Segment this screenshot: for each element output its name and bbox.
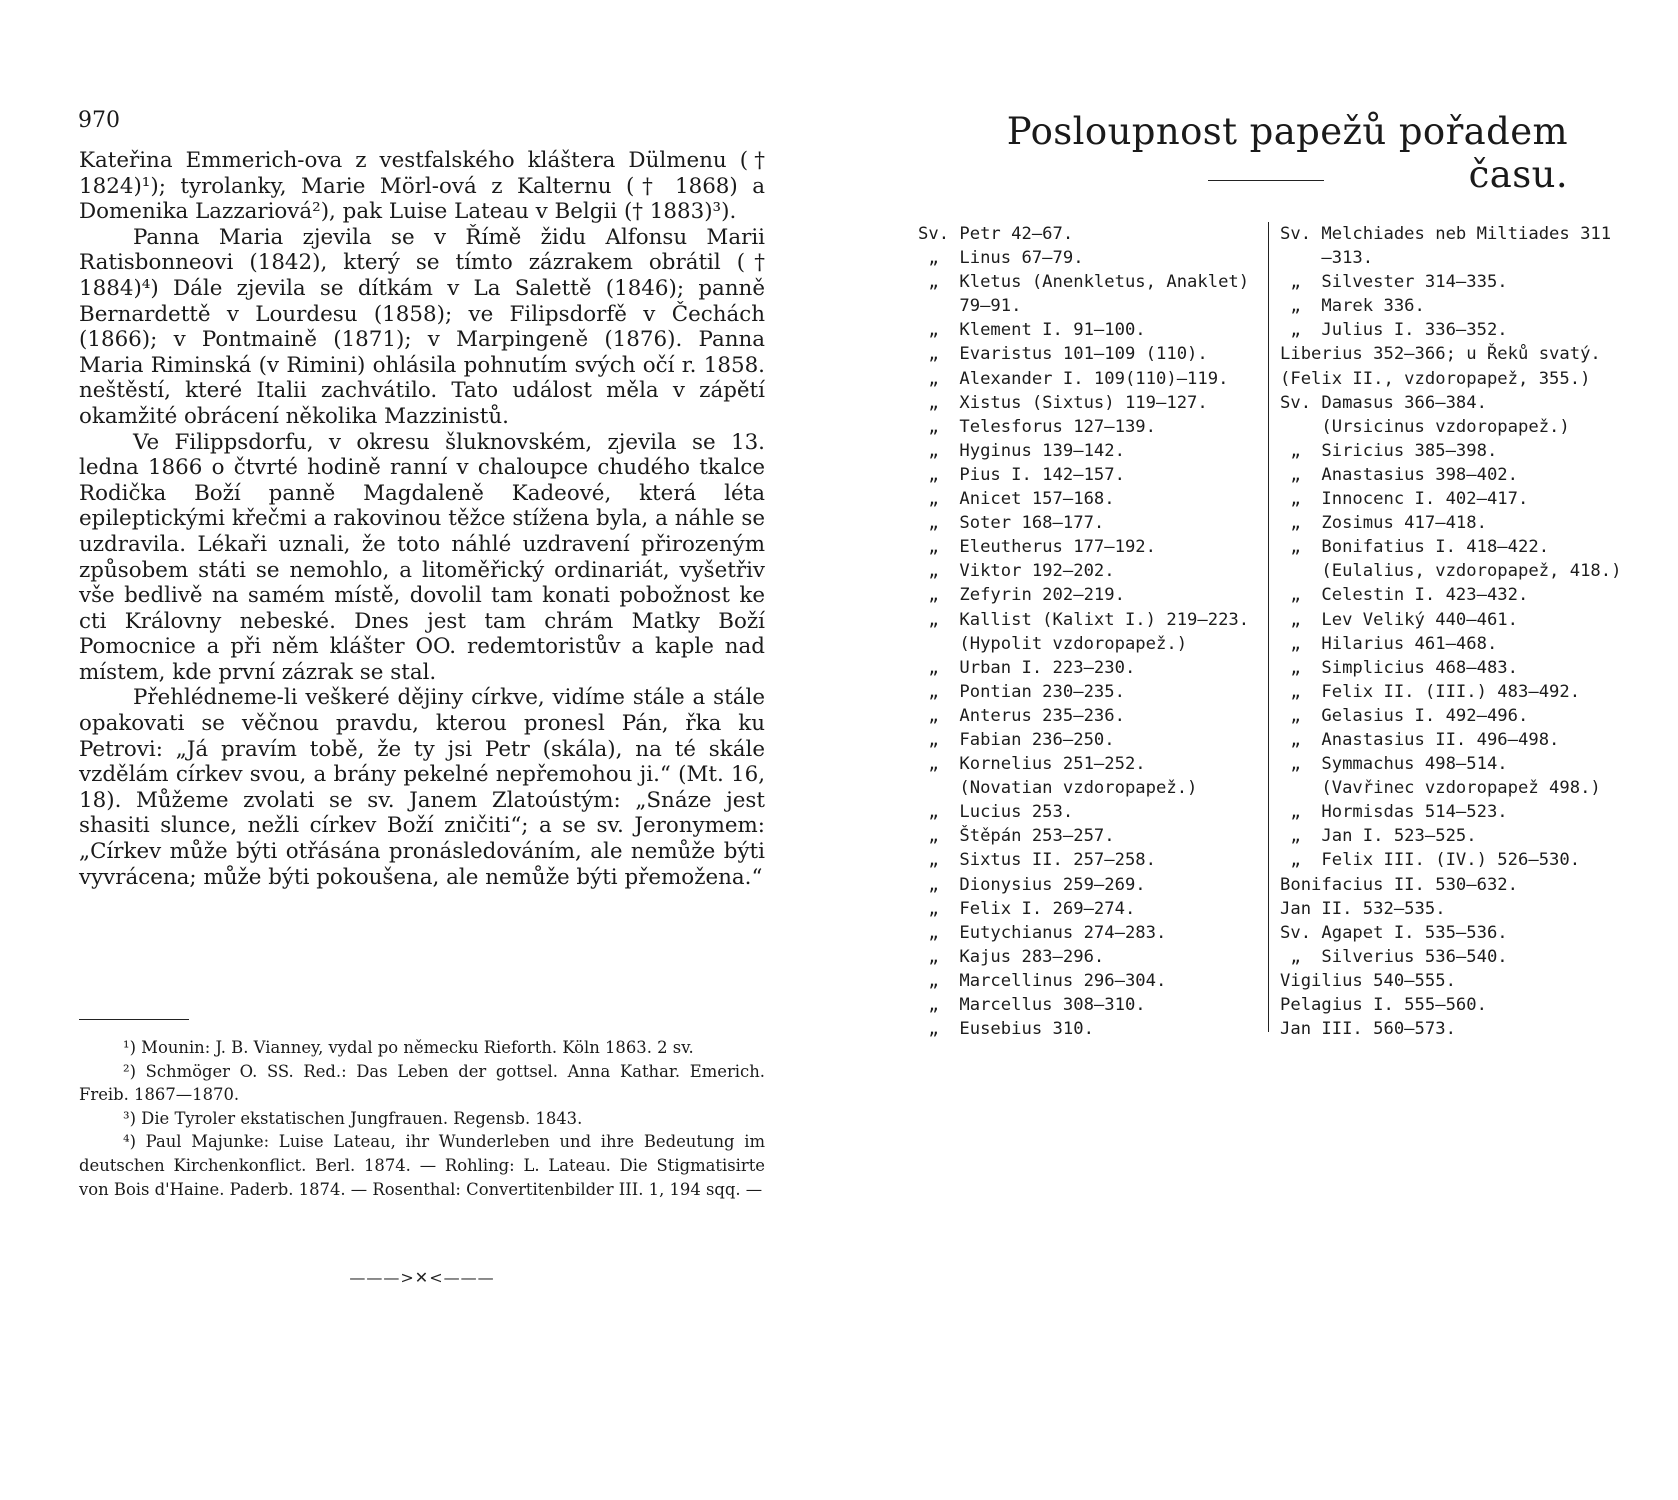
footnote-divider — [79, 1019, 189, 1020]
pope-list-item: Sv. Petr 42—67. — [918, 224, 1074, 244]
pope-list-item: „ Xistus (Sixtus) 119—127. — [918, 392, 1208, 413]
pope-list-item: „ Anterus 235—236. — [918, 705, 1125, 726]
pope-list-item: „ Lucius 253. — [918, 802, 1074, 823]
pope-list-item: „ Eleutherus 177—192. — [918, 537, 1156, 558]
main-text-column — [79, 148, 765, 890]
pope-list-item: „ Anastasius 398—402. — [1280, 464, 1518, 485]
pope-list-item: Liberius 352—366; u Řeků svatý. — [1280, 344, 1601, 365]
pope-list-item: „ Marek 336. — [1280, 296, 1425, 317]
paragraph: Kateřina Emmerich-ova z vestfalského kláštera Dülmenu († 1824)¹); tyrolanky, Marie Mörl-ová z Kalternu († 1868) a Domenika Lazzariová²), pak Luise Lateau v Belgii († 1883)³). — [79, 148, 765, 225]
pope-list-item: Pelagius I. 555—560. — [1280, 995, 1487, 1015]
pope-list-item: „ Urban I. 223—230. — [918, 657, 1136, 678]
pope-list-item: „ Felix II. (III.) 483—492. — [1280, 681, 1581, 702]
pope-list-item: „ Linus 67—79. — [918, 248, 1084, 269]
footnote: ³) Die Tyroler ekstatischen Jungfrauen. Regensb. 1843. — [123, 1108, 583, 1128]
pope-list-item: (Hypolit vzdoropapež.) — [918, 633, 1188, 654]
end-ornament: ———>✕<——— — [349, 1268, 495, 1287]
pope-list-item: „ Eusebius 310. — [918, 1019, 1094, 1040]
footnote: ⁴) Paul Majunke: Luise Lateau, ihr Wunderleben und ihre Bedeutung im deutschen Kirchenkonflict. Berl. 1874. — Rohling: L. Lateau. Die Stigmatisirte von Bois d'Haine. Paderb. 1874. — Rosenthal: Convertitenbilder III. 1, 194 sqq. — — [79, 1132, 765, 1199]
pope-list-item: (Novatian vzdoropapež.) — [918, 778, 1198, 799]
popes-list-left — [918, 222, 1258, 1041]
pope-list-item: Jan III. 560—573. — [1280, 1019, 1456, 1040]
pope-list-item: (Ursicinus vzdoropapež.) — [1280, 416, 1570, 437]
pope-list-item: „ Hyginus 139—142. — [918, 440, 1125, 461]
title-divider — [1208, 180, 1324, 181]
pope-list-item: (Vavřinec vzdoropapež 498.) — [1280, 778, 1601, 799]
pope-list-item: (Felix II., vzdoropapež, 355.) — [1280, 368, 1591, 389]
pope-list-item: Sv. Agapet I. 535—536. — [1280, 922, 1508, 943]
column-divider — [1268, 222, 1269, 1032]
pope-list-item: „ Silverius 536—540. — [1280, 946, 1508, 967]
pope-list-item: „ Kornelius 251—252. — [918, 754, 1146, 775]
paragraph: Ve Filippsdorfu, v okresu šluknovském, zjevila se 13. ledna 1866 o čtvrté hodině ranní v chaloupce chudého tkalce Rodička Boží panně Magdaleně Kadeové, která léta epileptickými křečmi a rakovinou těžce stížena byla, a náhle se uzdravila. Lékaři uznali, že toto náhlé uzdravení přirozeným způsobem státi se nemohlo, a litoměřický ordinariát, vyšetřiv vše bedlivě na samém místě, dovolil tam konati pobožnost ke cti Královny nebeské. Dnes jest tam chrám Matky Boží Pomocnice a při něm klášter OO. redemtoristův a kaple nad místem, kde první zázrak se stal. — [79, 429, 765, 685]
pope-list-item: „ Sixtus II. 257—258. — [918, 850, 1156, 871]
pope-list-item: „ Hormisdas 514—523. — [1280, 802, 1508, 823]
pope-list-item: „ Zosimus 417—418. — [1280, 513, 1487, 534]
pope-list-item: —313. — [1280, 248, 1374, 269]
pope-list-item: „ Štěpán 253—257. — [918, 826, 1115, 847]
pope-list-item: „ Hilarius 461—468. — [1280, 633, 1498, 654]
pope-list-item: „ Zefyrin 202—219. — [918, 585, 1125, 606]
pope-list-item: „ Pontian 230—235. — [918, 681, 1125, 702]
paragraph: Panna Maria zjevila se v Římě židu Alfonsu Marii Ratisbonneovi (1842), který se tímto zázrakem obrátil († 1884)⁴) Dále zjevila se dítkám v La Salettě (1846); panně Bernardettě v Lourdesu (1858); ve Filipsdorfě v Čechách (1866); v Pontmaině (1871); v Marpingeně (1876). Panna Maria Riminská (v Rimini) ohlásila pohnutím svých očí r. 1858. neštěstí, které Italii zachvátilo. Tato událost měla v zápětí okamžité obrácení několika Mazzinistů. — [79, 224, 765, 429]
pope-list-item: „ Symmachus 498—514. — [1280, 754, 1508, 775]
pope-list-item: „ Marcellinus 296—304. — [918, 970, 1167, 991]
pope-list-item: „ Gelasius I. 492—496. — [1280, 705, 1529, 726]
pope-list-item: „ Felix I. 269—274. — [918, 898, 1136, 919]
pope-list-item: „ Siricius 385—398. — [1280, 440, 1498, 461]
pope-list-item: „ Telesforus 127—139. — [918, 416, 1156, 437]
paragraph: Přehlédneme-li veškeré dějiny církve, vidíme stále a stále opakovati se věčnou pravdu, kterou pronesl Pán, řka ku Petrovi: „Já pravím tobě, že ty jsi Petr (skála), na té skále vzdělám církev svou, a brány pekelné nepřemohou ji.“ (Mt. 16, 18). Můžeme zvolati se sv. Janem Zlatoústým: „Snáze jest shasiti slunce, nežli církev Boží zničiti“; a se sv. Jeronymem: „Církev může býti otřásána pronásledováním, ale nemůže býti vyvrácena; může býti pokoušena, ale nemůže býti přemožena.“ — [79, 685, 765, 890]
pope-list-item: 79—91. — [918, 296, 1022, 317]
footnote: ¹) Mounin: J. B. Vianney, vydal po německu Rieforth. Köln 1863. 2 sv. — [123, 1038, 694, 1057]
pope-list-item: „ Celestin I. 423—432. — [1280, 585, 1529, 606]
pope-list-item: „ Pius I. 142—157. — [918, 464, 1125, 485]
pope-list-item: Vigilius 540—555. — [1280, 970, 1456, 991]
pope-list-item: „ Innocenc I. 402—417. — [1280, 489, 1529, 510]
pope-list-item: „ Lev Veliký 440—461. — [1280, 609, 1518, 630]
page-number: 970 — [78, 108, 120, 133]
footnote: ²) Schmöger O. SS. Red.: Das Leben der gottsel. Anna Kathar. Emerich. Freib. 1867—1870. — [79, 1061, 765, 1105]
pope-list-item: „ Kajus 283—296. — [918, 946, 1105, 967]
pope-list-item: „ Kletus (Anenkletus, Anaklet) — [918, 272, 1250, 293]
pope-list-item: „ Soter 168—177. — [918, 513, 1105, 534]
pope-list-item: „ Julius I. 336—352. — [1280, 320, 1508, 341]
pope-list-item: (Eulalius, vzdoropapež, 418.) — [1280, 561, 1622, 582]
pope-list-item: „ Kallist (Kalixt I.) 219—223. — [918, 609, 1250, 630]
pope-list-item: „ Eutychianus 274—283. — [918, 922, 1167, 943]
pope-list-item: „ Viktor 192—202. — [918, 561, 1115, 582]
pope-list-item: „ Felix III. (IV.) 526—530. — [1280, 850, 1581, 871]
pope-list-item: „ Klement I. 91—100. — [918, 320, 1146, 341]
page-title: Posloupnost papežů pořadem času. — [1006, 110, 1568, 196]
pope-list-item: „ Alexander I. 109(110)—119. — [918, 368, 1229, 389]
pope-list-item: Bonifacius II. 530—632. — [1280, 874, 1518, 895]
pope-list-item: „ Simplicius 468—483. — [1280, 657, 1518, 678]
pope-list-item: „ Marcellus 308—310. — [918, 995, 1146, 1015]
pope-list-item: „ Dionysius 259—269. — [918, 874, 1146, 895]
pope-list-item: „ Anastasius II. 496—498. — [1280, 729, 1560, 750]
pope-list-item: „ Jan I. 523—525. — [1280, 826, 1477, 847]
footnotes — [79, 1036, 765, 1201]
pope-list-item: „ Silvester 314—335. — [1280, 272, 1508, 293]
pope-list-item: Sv. Melchiades neb Miltiades 311 — [1280, 224, 1612, 244]
popes-list-right — [1280, 222, 1620, 1041]
pope-list-item: Sv. Damasus 366—384. — [1280, 392, 1487, 413]
pope-list-item: „ Evaristus 101—109 (110). — [918, 344, 1208, 365]
pope-list-item: „ Fabian 236—250. — [918, 729, 1115, 750]
pope-list-item: Jan II. 532—535. — [1280, 898, 1446, 919]
pope-list-item: „ Bonifatius I. 418—422. — [1280, 537, 1550, 558]
pope-list-item: „ Anicet 157—168. — [918, 489, 1115, 510]
